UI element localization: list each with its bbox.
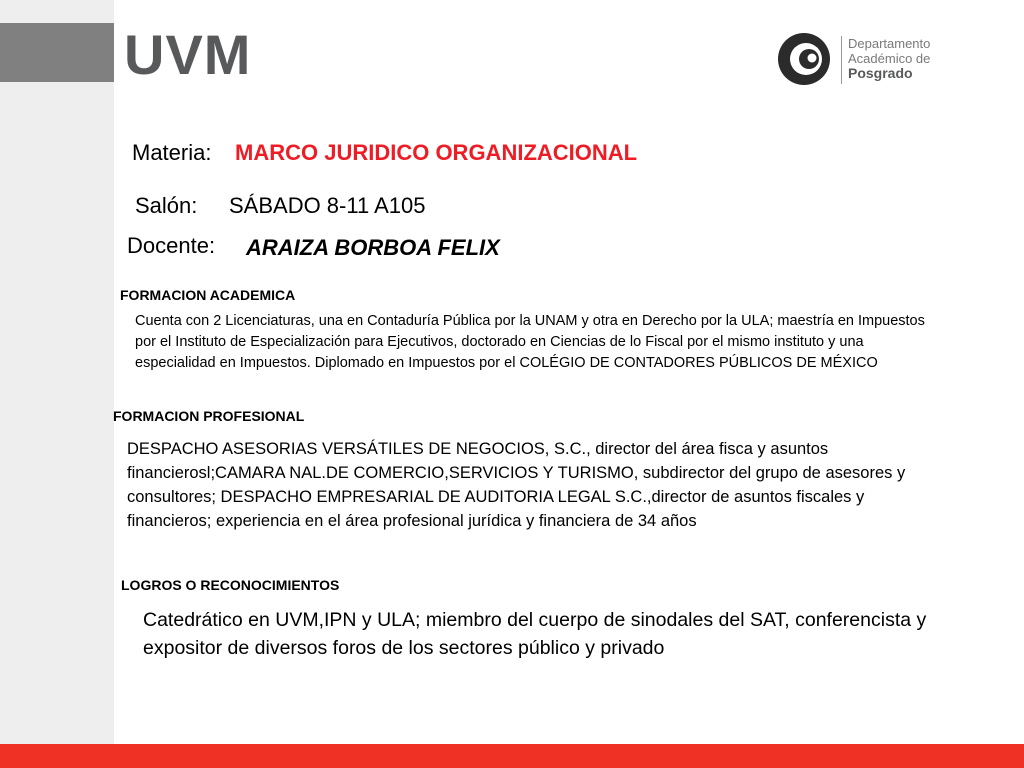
formacion-academica-heading: FORMACION ACADEMICA (120, 287, 296, 303)
salon-label: Salón: (135, 193, 198, 218)
dept-line-1: Departamento (848, 36, 931, 51)
left-band (0, 0, 114, 744)
dept-line-3: Posgrado (848, 65, 913, 81)
posgrado-emblem-icon (776, 30, 836, 90)
header-gray-tab (0, 23, 114, 82)
logros-text: Catedrático en UVM,IPN y ULA; miembro del cuerpo de sinodales del SAT, conferencista y expositor de diversos foros de los sectores público y privado (143, 609, 927, 659)
salon-value: SÁBADO 8-11 A105 (229, 193, 426, 218)
bottom-red-bar (0, 744, 1024, 768)
uvm-logo: UVM (124, 23, 252, 86)
formacion-profesional-text: DESPACHO ASESORIAS VERSÁTILES DE NEGOCIOS, S.C., director del área fisca y asuntos financierosl;CAMARA NAL.DE COMERCIO,SERVICIOS Y TURISMO, subdirector del grupo de asesores y consultores; DESPACHO EMPRESARIAL DE AUDITORIA LEGAL S.C.,director de asuntos fiscales y financieros; experiencia en el área profesional jurídica y financiera de 34 años (127, 440, 906, 530)
logros-heading: LOGROS O RECONOCIMIENTOS (121, 577, 340, 593)
docente-label: Docente: (127, 233, 216, 258)
formacion-profesional-heading: FORMACION PROFESIONAL (113, 408, 305, 424)
posgrado-logo (776, 30, 956, 90)
docente-value: ARAIZA BORBOA FELIX (246, 235, 500, 260)
dept-line-2: Académico de (848, 51, 931, 66)
formacion-academica-text: Cuenta con 2 Licenciaturas, una en Contaduría Pública por la UNAM y otra en Derecho por la ULA; maestría en Impuestos por el Instituto de Especialización para Ejecutivos, doctorado en Ciencias de lo Fiscal por el mismo instituto y una especialidad en Impuestos. Diplomado en Impuestos por el COLÉGIO DE CONTADORES PÚBLICOS DE MÉXICO (135, 313, 925, 371)
materia-value: MARCO JURIDICO ORGANIZACIONAL (235, 140, 638, 165)
materia-label: Materia: (132, 140, 212, 165)
posgrado-divider (841, 36, 842, 84)
posgrado-text (848, 36, 930, 81)
